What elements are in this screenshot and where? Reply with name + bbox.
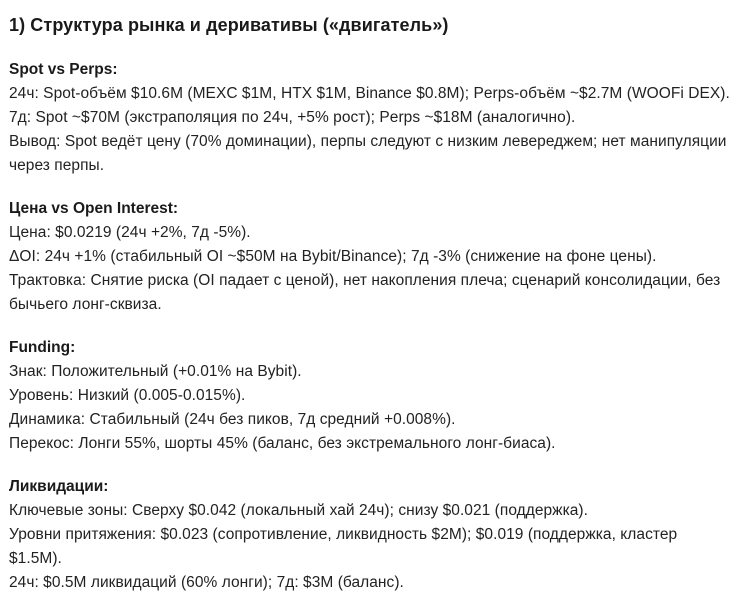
text-line: 24ч: Spot-объём $10.6M (MEXC $1M, HTX $1M, Binance $0.8M); Perps-объём ~$2.7M (WOOFi DEX). xyxy=(9,85,730,102)
text-line: Ключевые зоны: Сверху $0.042 (локальный хай 24ч); снизу $0.021 (поддержка). xyxy=(9,502,589,519)
section-heading: Funding: xyxy=(9,339,76,356)
text-line: Знак: Положительный (+0.01% на Bybit). xyxy=(9,363,302,380)
section-price-vs-oi xyxy=(9,197,730,317)
section-heading: Ликвидации: xyxy=(9,478,109,495)
text-line: 7д: Spot ~$70M (экстраполяция по 24ч, +5% рост); Perps ~$18M (аналогично). xyxy=(9,109,576,126)
section-heading: Spot vs Perps: xyxy=(9,61,118,78)
text-line: Уровни притяжения: $0.023 (сопротивление, ликвидность $2M); $0.019 (поддержка, кластер $1.5M). xyxy=(9,526,678,567)
section-spot-vs-perps xyxy=(9,58,730,178)
text-line: Вывод: Spot ведёт цену (70% доминации), перпы следуют с низким левереджем; нет манипуляции через перпы. xyxy=(9,133,727,174)
text-line: Уровень: Низкий (0.005-0.015%). xyxy=(9,387,246,404)
text-line: ΔOI: 24ч +1% (стабильный OI ~$50M на Bybit/Binance); 7д -3% (снижение на фоне цены). xyxy=(9,248,657,265)
text-line: Цена: $0.0219 (24ч +2%, 7д -5%). xyxy=(9,224,251,241)
section-funding xyxy=(9,336,730,456)
text-line: Перекос: Лонги 55%, шорты 45% (баланс, без экстремального лонг-биаса). xyxy=(9,435,556,452)
text-line: Трактовка: Снятие риска (OI падает с ценой), нет накопления плеча; сценарий консолидации, без бычьего лонг-сквиза. xyxy=(9,272,721,313)
section-heading: Цена vs Open Interest: xyxy=(9,200,179,217)
document-title: 1) Структура рынка и деривативы («двигатель») xyxy=(9,15,449,35)
text-line: 24ч: $0.5M ликвидаций (60% лонги); 7д: $3M (баланс). xyxy=(9,574,404,591)
text-line: Динамика: Стабильный (24ч без пиков, 7д средний +0.008%). xyxy=(9,411,456,428)
section-liquidations xyxy=(9,475,730,595)
